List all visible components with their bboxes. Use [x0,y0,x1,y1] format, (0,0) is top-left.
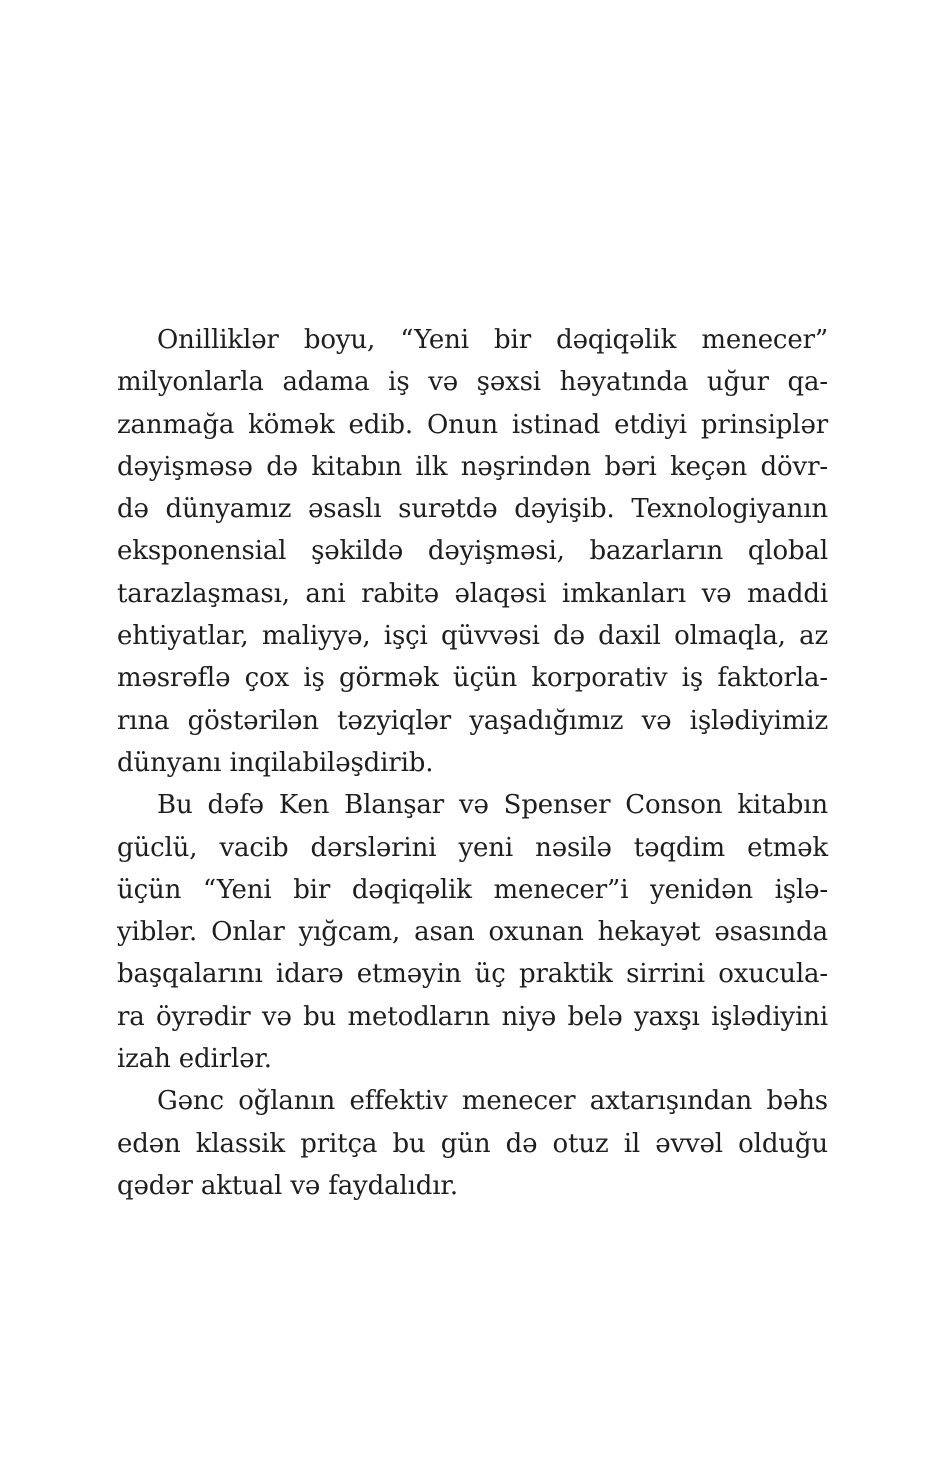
paragraph-2 [117,784,828,1080]
text-line: tarazlaşması, ani rabitə əlaqəsi imkanları və maddi [117,578,828,609]
text-line: dünyanı inqilabiləşdirib. [117,747,434,778]
text-line: eksponensial şəkildə dəyişməsi, bazarların qlobal [117,536,828,567]
paragraph-3 [117,1080,828,1207]
text-line: rına göstərilən təzyiqlər yaşadığımız və işlədiyimiz [117,705,828,736]
text-line: izah edirlər. [117,1044,272,1075]
text-line: ra öyrədir və bu metodların niyə belə yaxşı işlədiyini [117,1001,828,1032]
text-line: güclü, vacib dərslərini yeni nəsilə təqdim etmək [117,832,828,863]
text-line: məsrəflə çox iş görmək üçün korporativ iş faktorla- [117,663,828,694]
text-line: Bu dəfə Ken Blanşar və Spenser Conson kitabın [157,790,828,821]
text-line: zanmağa kömək edib. Onun istinad etdiyi prinsiplər [117,409,828,440]
page-text [117,319,828,1207]
text-line: Onilliklər boyu, “Yeni bir dəqiqəlik menecer” [157,325,828,355]
text-line: milyonlarla adama iş və şəxsi həyatında uğur qa- [117,367,828,398]
text-line: ehtiyatlar, maliyyə, işçi qüvvəsi də daxil olmaqla, az [117,621,828,652]
text-line: qədər aktual və faydalıdır. [117,1170,458,1201]
text-line: Gənc oğlanın effektiv menecer axtarışından bəhs [157,1086,828,1117]
text-line: də dünyamız əsaslı surətdə dəyişib. Texnologiyanın [117,494,828,525]
text-line: dəyişməsə də kitabın ilk nəşrindən bəri keçən dövr- [117,451,828,482]
text-line: üçün “Yeni bir dəqiqəlik menecer”i yenidən işlə- [117,874,828,905]
text-line: edən klassik pritça bu gün də otuz il əvvəl olduğu [117,1128,828,1159]
text-line: yiblər. Onlar yığcam, asan oxunan hekayət əsasında [117,917,828,948]
paragraph-1 [117,319,828,784]
text-line: başqalarını idarə etməyin üç praktik sirrini oxucula- [117,959,828,990]
